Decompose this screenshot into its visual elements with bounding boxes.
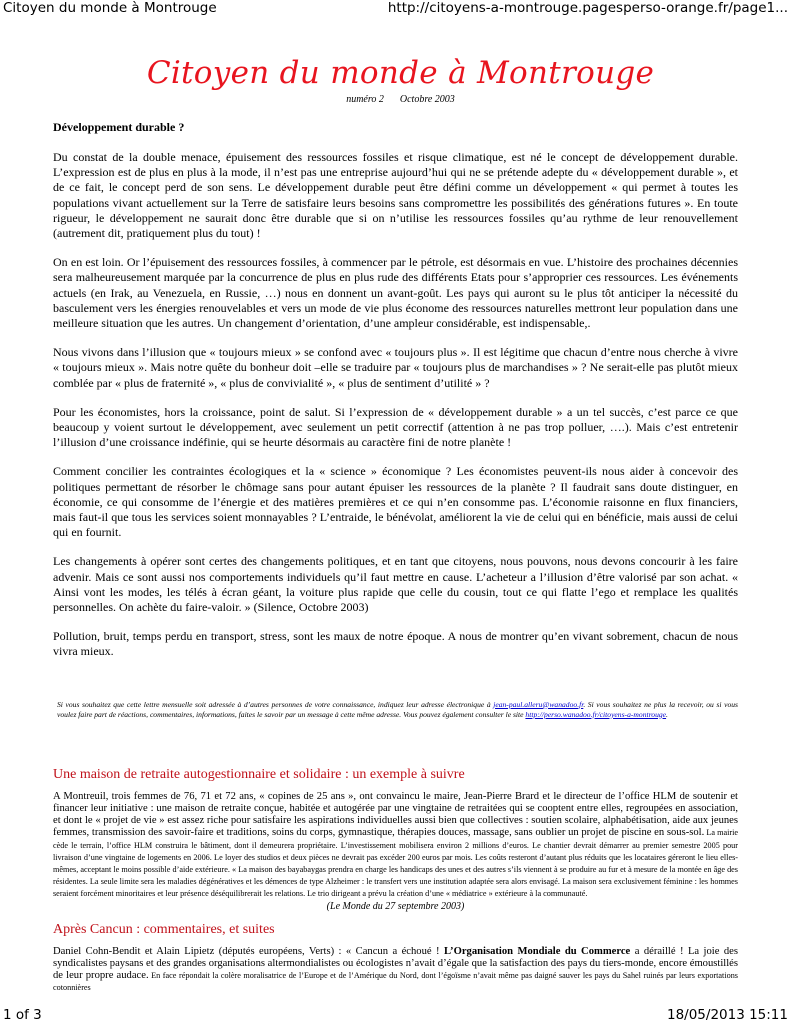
browser-print-header [0, 0, 791, 16]
note-text: . [666, 709, 668, 719]
footer-page-count: 1 of 3 [3, 1007, 42, 1023]
article2-body [53, 791, 738, 901]
main-article-heading: Développement durable ? [53, 120, 185, 134]
masthead-title: Citoyen du monde à Montrouge [146, 55, 655, 91]
masthead-issue [63, 94, 738, 106]
article2-credit: (Le Monde du 27 septembre 2003) [326, 900, 465, 912]
newsletter-page [53, 52, 738, 994]
header-page-url: http://citoyens-a-montrouge.pagesperso-orange.fr/page1... [387, 0, 788, 16]
article3-body [53, 946, 738, 995]
article3-text: a déraillé ! La joie des syndicalistes paysans et des grandes organisations altermondialistes ou écologistes n’avait d’égale que la satisfaction des pays du tiers-monde, encore émoustillés de leur propre audace. [53, 945, 738, 981]
article3-title: Après Cancun : commentaires, et suites [53, 921, 275, 937]
issue-date: Octobre 2003 [399, 94, 455, 105]
main-article-body [53, 150, 738, 660]
note-text: Si vous souhaitez que cette lettre mensuelle soit adressée à d’autres personnes de votre connaissance, indiquez leur adresse électronique à [57, 699, 494, 709]
article3-bold-text: L’Organisation Mondiale du Commerce [443, 945, 631, 957]
paragraph: Nous vivons dans l’illusion que « toujours mieux » se confond avec « toujours plus ». Il est légitime que chacun d’entre nous cherche à vivre « toujours mieux ». Mais notre quête du bonheur doit –elle se traduire par « toujours plus de marchandises » ? Ne serait-elle pas plutôt mieux comblée par « plus de fraternité », « plus de convivialité », « plus de sentiment d’utilité » ? [53, 345, 738, 390]
article3-text: Daniel Cohn-Bendit et Alain Lipietz (députés européens, Verts) : « Cancun a échoué ! [53, 945, 444, 957]
header-page-title: Citoyen du monde à Montrouge [3, 0, 217, 16]
note-text: . Si vous souhaitez ne plus la recevoir, ou si vous voulez faire part de réactions, commentaires, informations, faites le savoir par un message à cette même adresse. Vous pouvez également consulter le site [57, 699, 738, 719]
subscription-note [53, 700, 738, 720]
article3-small-text: En face répondait la colère moralisatrice de l’Europe et de l’Amérique du Nord, dont l’égoïsme n’avait même pas daigné sauver les pays du Sahel ruinés par leurs exportations cotonnières [53, 970, 738, 993]
paragraph: On en est loin. Or l’épuisement des ressources fossiles, à commencer par le pétrole, est désormais en vue. L’histoire des prochaines décennies sera malheureusement marquée par la concurrence de plus en plus rude des différents Etats pour s’approprier ces ressources. Les événements actuels (en Irak, au Venezuela, en Russie, …) nous en donnent un avant-goût. Les pays qui auront su le plus tôt anticiper la nécessité du basculement vers les énergies renouvelables et vers un mode de vie plus économe des ressources naturelles mettront leur population dans une meilleure situation que les autres. Un changement d’orientation, d’une ampleur considérable, est indispensable,. [53, 255, 738, 331]
article2-title: Une maison de retraite autogestionnaire et solidaire : un exemple à suivre [53, 766, 465, 782]
website-link[interactable]: http://perso.wanadoo.fr/citoyens-a-montrouge [525, 709, 667, 719]
paragraph: Pollution, bruit, temps perdu en transport, stress, sont les maux de notre époque. A nous de montrer qu’en vivant sobrement, chacun de nous vivra mieux. [53, 629, 738, 659]
paragraph: Les changements à opérer sont certes des changements politiques, et en tant que citoyens, nous pouvons, nous devons concourir à les faire advenir. Mais ce sont aussi nos comportements individuels qu’il faut mettre en cause. L’acheteur a l’illusion d’être valorisé par son achat. « Ainsi vont les modes, les télés à écran géant, la voiture plus rapide que celle du cousin, tout ce qui flatte l’ego et remplace les qualités personnelles. On achète du faire-valoir. » (Silence, Octobre 2003) [53, 554, 738, 615]
browser-print-footer [0, 1007, 791, 1023]
paragraph: Comment concilier les contraintes écologiques et la « science » économique ? Les économistes peuvent-ils nous aider à concevoir des politiques permettant de résorber le chômage sans pour autant épuiser les ressources de la planète ? Il faudrait sans doute distinguer, en économie, ce qui consomme de l’énergie et des matières premières et ce qui n’en consomme pas. L’économie raisonne en flux financiers, mais faut-il que tous les services soient monnayables ? L’entraide, le bénévolat, améliorent la vie de celui qui en bénéficie, mais aussi de celui qui en fournit. [53, 464, 738, 540]
article2-small-text: La mairie cède le terrain, l’office HLM construira le bâtiment, dont il demeurera propriétaire. L’investissement mobilisera environ 2 millions d’euros. Le chantier devrait démarrer au premier semestre 2005 pour livraison d’une vingtaine de logements en 2006. Le loyer des studios et deux pièces ne devrait pas excéder 200 euros par mois. Les coûts resteront d’autant plus réduits que les locataires géreront le lieu elles-mêmes, acceptant le moins possible d’aide extérieure. « La maison des bayabaygas prendra en charge les handicaps des unes et des autres s’ils viennent à se produire au fur et à mesure de la montée en âge des résidentes. La seule limite sera les maladies dégénératives et les démences de type Alzheimer : le transfert vers une institution adaptée sera alors envisagé. La maison sera exclusivement féminine : les hommes seraient forcément minoritaires et leur présence déséquilibrerait les relations. Le trio dirigeant a prévu la création d’une « médiatrice » extérieure à la communauté. [53, 828, 738, 899]
article2-text: A Montreuil, trois femmes de 76, 71 et 72 ans, « copines de 25 ans », ont convaincu le maire, Jean-Pierre Brard et le directeur de l’office HLM de soutenir et financer leur initiative : une maison de retraite conçue, habitée et autogérée par une vingtaine de retraitées qui se cooptent entre elles, regroupées en association, et dont le « projet de vie » est assez riche pour satisfaire les aspirations individuelles aussi bien que collectives : soutien scolaire, alphabétisation, aide aux jeunes femmes, transmission des savoir-faire et traditions, soins du corps, gymnastique, thérapies douces, massage, sans oublier un projet de piscine en sous-sol. [53, 790, 738, 839]
footer-print-date: 18/05/2013 15:11 [666, 1007, 788, 1023]
paragraph: Pour les économistes, hors la croissance, point de salut. Si l’expression de « développement durable » a un tel succès, c’est parce ce que beaucoup y voient surtout le développement, avec seulement un petit correctif (attention à ne pas trop polluer, ….). Mais c’est entretenir l’illusion d’une croissance indéfinie, qui se heurte désormais au caractère fini de notre planète ! [53, 404, 738, 450]
email-link[interactable]: jean-paul.alleru@wanadoo.fr [493, 699, 584, 709]
paragraph: Du constat de la double menace, épuisement des ressources fossiles et risque climatique, est né le concept de développement durable. L’expression est de plus en plus à la mode, il n’est pas une entreprise aujourd’hui qui ne se prétende adepte du « développement durable », et de ce fait, le concept perd de son sens. Le développement durable peut être défini comme un développement « qui permet à toutes les populations vivant actuellement sur la Terre de satisfaire leurs besoins sans compromettre les possibilités des générations futures ». En toute rigueur, le développement ne saurait donc être durable que si on n’utilise les ressources fossiles qu’au rythme de leur renouvellement (autrement dit, pratiquement plus du tout) ! [53, 150, 738, 241]
issue-number: numéro 2 [346, 94, 384, 105]
